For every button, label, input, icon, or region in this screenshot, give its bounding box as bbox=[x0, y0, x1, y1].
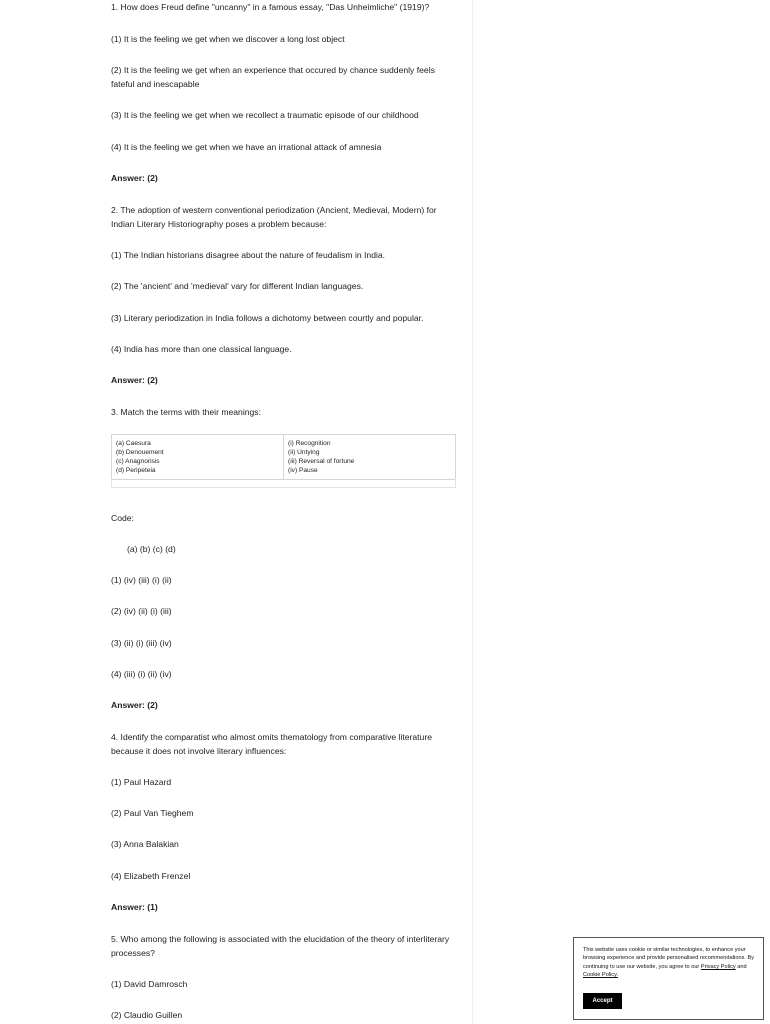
question-1-option-2: (2) It is the feeling we get when an experience that occured by chance suddenly feels fateful and inescapable bbox=[111, 65, 435, 89]
term-d: (d) Peripeteia bbox=[116, 467, 156, 474]
question-3-option-2: (2) (iv) (ii) (i) (iii) bbox=[111, 606, 172, 616]
cookie-policy-link[interactable]: Cookie Policy. bbox=[583, 972, 619, 979]
question-3-code-label: Code: bbox=[111, 513, 134, 523]
cookie-consent-and: and bbox=[737, 963, 747, 970]
privacy-policy-link[interactable]: Privacy Policy bbox=[700, 963, 736, 970]
question-2-option-3: (3) Literary periodization in India follows a dichotomy between courtly and popular. bbox=[111, 313, 424, 323]
match-table-footer bbox=[111, 478, 456, 488]
cookie-consent-text: This website uses cookie or similar technologies, to enhance your browsing experience and provide personalised recommendations. By continuing to use our website, you agree to our bbox=[583, 947, 755, 970]
question-1-option-4: (4) It is the feeling we get when we have an irrational attack of amnesia bbox=[111, 142, 382, 152]
meaning-ii: (ii) Untying bbox=[288, 449, 320, 456]
question-2-text: 2. The adoption of western conventional periodization (Ancient, Medieval, Modern) for Indian Literary Historiography poses a problem because: bbox=[111, 205, 437, 229]
match-table bbox=[111, 434, 456, 480]
question-3-option-3: (3) (ii) (i) (iii) (iv) bbox=[111, 638, 172, 648]
question-3-text: 3. Match the terms with their meanings: bbox=[111, 407, 261, 417]
meaning-iv: (iv) Pause bbox=[288, 467, 318, 474]
question-4-answer: Answer: (1) bbox=[111, 902, 158, 912]
question-4-text: 4. Identify the comparatist who almost omits thematology from comparative literature because it does not involve literary influences: bbox=[111, 732, 432, 756]
question-1-text: 1. How does Freud define "uncanny" in a famous essay, "Das Unheimliche" (1919)? bbox=[111, 2, 430, 12]
question-4-option-2: (2) Paul Van Tieghem bbox=[111, 808, 194, 818]
term-b: (b) Denouement bbox=[116, 449, 164, 456]
question-2-option-1: (1) The Indian historians disagree about the nature of feudalism in India. bbox=[111, 250, 386, 260]
question-1-option-3: (3) It is the feeling we get when we recollect a traumatic episode of our childhood bbox=[111, 110, 419, 120]
question-1-answer: Answer: (2) bbox=[111, 173, 158, 183]
cookie-consent-banner bbox=[573, 937, 764, 1020]
term-a: (a) Caesura bbox=[116, 440, 151, 447]
match-table-meanings-cell bbox=[284, 435, 456, 480]
question-4-option-4: (4) Elizabeth Frenzel bbox=[111, 871, 191, 881]
question-5-option-2: (2) Claudio Guillen bbox=[111, 1010, 183, 1020]
question-3-option-1: (1) (iv) (iii) (i) (ii) bbox=[111, 575, 172, 585]
question-5-text: 5. Who among the following is associated with the elucidation of the theory of interliterary processes? bbox=[111, 934, 450, 958]
question-3-option-4: (4) (iii) (i) (ii) (iv) bbox=[111, 669, 172, 679]
content-column-divider bbox=[472, 0, 473, 1024]
meaning-iii: (iii) Reversal of fortune bbox=[288, 458, 355, 465]
match-table-terms-cell bbox=[112, 435, 284, 480]
question-3-answer: Answer: (2) bbox=[111, 700, 158, 710]
question-1-option-1: (1) It is the feeling we get when we discover a long lost object bbox=[111, 34, 345, 44]
accept-cookies-button[interactable]: Accept bbox=[583, 993, 622, 1009]
question-5-option-1: (1) David Damrosch bbox=[111, 979, 188, 989]
question-2-answer: Answer: (2) bbox=[111, 375, 158, 385]
question-2-option-4: (4) India has more than one classical language. bbox=[111, 344, 292, 354]
term-c: (c) Anagnorisis bbox=[116, 458, 160, 465]
question-3-code-header: (a) (b) (c) (d) bbox=[127, 544, 176, 554]
question-2-option-2: (2) The 'ancient' and 'medieval' vary for different Indian languages. bbox=[111, 281, 364, 291]
question-4-option-3: (3) Anna Balakian bbox=[111, 839, 179, 849]
question-4-option-1: (1) Paul Hazard bbox=[111, 777, 172, 787]
meaning-i: (i) Recognition bbox=[288, 440, 331, 447]
